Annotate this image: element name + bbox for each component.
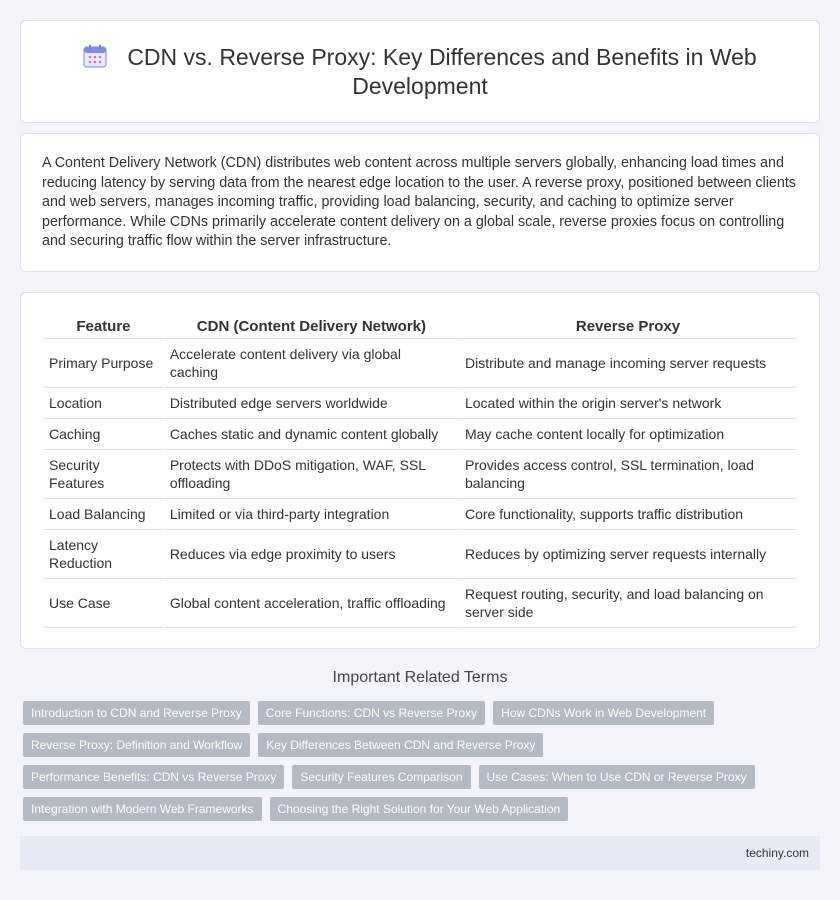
table-row (44, 579, 796, 628)
intro-paragraph: A Content Delivery Network (CDN) distributes web content across multiple servers globally, enhancing load times and reducing latency by serving data from the nearest edge location to the user. A reverse proxy, positioned between clients and web servers, manages incoming traffic, providing load balancing, security, and caching to optimize server performance. While CDNs primarily accelerate content delivery on a global scale, reverse proxies focus on controlling and securing traffic flow within the server infrastructure. (42, 155, 796, 250)
related-term-link[interactable]: Integration with Modern Web Frameworks (23, 797, 262, 821)
comparison-table (42, 315, 798, 628)
calendar-icon (83, 44, 107, 68)
column-header-reverse-proxy: Reverse Proxy (460, 315, 796, 339)
table-row (44, 419, 796, 450)
table-cell: Load Balancing (44, 499, 163, 530)
table-cell: Provides access control, SSL termination, load balancing (460, 450, 796, 499)
table-row (44, 339, 796, 388)
table-cell: May cache content locally for optimization (460, 419, 796, 450)
table-cell: Accelerate content delivery via global caching (165, 339, 458, 388)
table-row (44, 450, 796, 499)
table-cell: Distributed edge servers worldwide (165, 388, 458, 419)
table-cell: Latency Reduction (44, 530, 163, 579)
table-row (44, 388, 796, 419)
page-title: CDN vs. Reverse Proxy: Key Differences and Benefits in Web Development (127, 44, 757, 99)
table-cell: Use Case (44, 579, 163, 628)
table-cell: Located within the origin server's network (460, 388, 796, 419)
table-cell: Distribute and manage incoming server requests (460, 339, 796, 388)
table-header-row (44, 315, 796, 339)
table-cell: Reduces via edge proximity to users (165, 530, 458, 579)
table-cell: Reduces by optimizing server requests internally (460, 530, 796, 579)
comparison-table-card (20, 292, 820, 649)
table-cell: Location (44, 388, 163, 419)
table-row (44, 530, 796, 579)
related-term-link[interactable]: Choosing the Right Solution for Your Web Application (270, 797, 569, 821)
table-cell: Global content acceleration, traffic offloading (165, 579, 458, 628)
header-card (20, 20, 820, 123)
footer-site-name: techiny.com (745, 846, 809, 860)
column-header-cdn: CDN (Content Delivery Network) (165, 315, 458, 339)
table-cell: Primary Purpose (44, 339, 163, 388)
related-term-link[interactable]: Performance Benefits: CDN vs Reverse Proxy (23, 765, 284, 789)
table-cell: Limited or via third-party integration (165, 499, 458, 530)
related-term-link[interactable]: Key Differences Between CDN and Reverse Proxy (258, 733, 543, 757)
table-cell: Caches static and dynamic content globally (165, 419, 458, 450)
related-term-link[interactable]: Reverse Proxy: Definition and Workflow (23, 733, 250, 757)
footer (20, 836, 820, 870)
column-header-feature: Feature (44, 315, 163, 339)
table-cell: Core functionality, supports traffic distribution (460, 499, 796, 530)
related-term-link[interactable]: Core Functions: CDN vs Reverse Proxy (258, 701, 485, 725)
intro-card (20, 133, 820, 272)
table-cell: Protects with DDoS mitigation, WAF, SSL offloading (165, 450, 458, 499)
table-row (44, 499, 796, 530)
page-title-container (21, 43, 819, 101)
related-term-link[interactable]: Introduction to CDN and Reverse Proxy (23, 701, 250, 725)
table-cell: Caching (44, 419, 163, 450)
related-term-link[interactable]: How CDNs Work in Web Development (493, 701, 714, 725)
table-cell: Request routing, security, and load balancing on server side (460, 579, 796, 628)
related-terms-title: Important Related Terms (332, 669, 508, 686)
related-terms-list (23, 701, 803, 821)
related-term-link[interactable]: Security Features Comparison (292, 765, 470, 789)
related-term-link[interactable]: Use Cases: When to Use CDN or Reverse Proxy (479, 765, 755, 789)
table-cell: Security Features (44, 450, 163, 499)
